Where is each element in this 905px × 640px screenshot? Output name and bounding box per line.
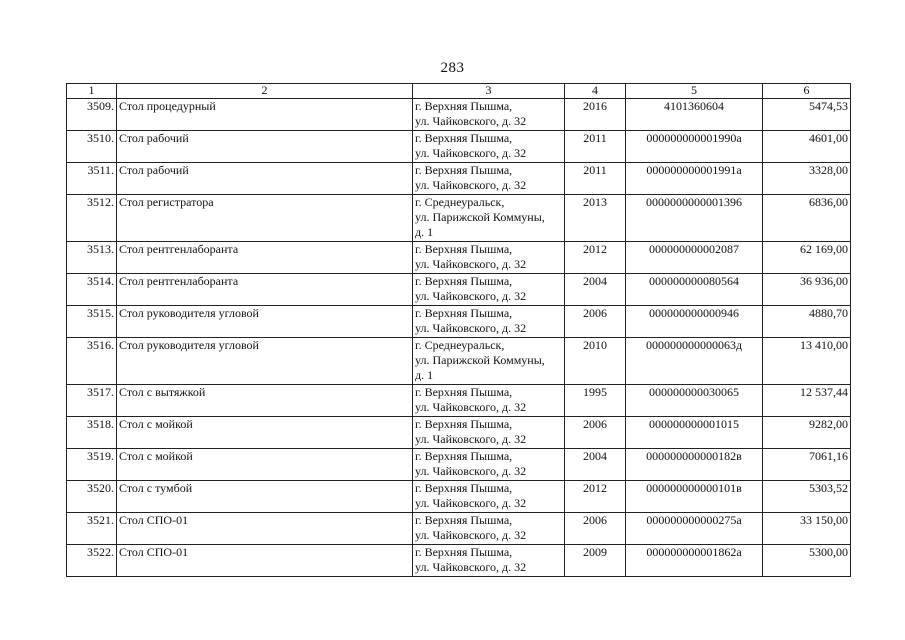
address-line: ул. Чайковского, д. 32 [415,178,527,192]
item-name-cell: Стол регистратора [117,195,413,242]
row-number-cell: 3521. [67,513,117,545]
year-cell: 2013 [565,195,626,242]
cost-cell: 4880,70 [763,306,851,338]
item-name-cell: Стол руководителя угловой [117,306,413,338]
header-row [67,84,851,99]
inventory-number-cell: 000000000080564 [626,274,763,306]
inventory-number-cell: 000000000000275а [626,513,763,545]
row-number-cell: 3518. [67,417,117,449]
table-row [67,242,851,274]
address-line: д. 1 [415,368,434,382]
inventory-number-cell: 000000000001015 [626,417,763,449]
inventory-number-cell: 000000000001990а [626,131,763,163]
cost-cell: 5474,53 [763,99,851,131]
address-cell [413,449,565,481]
row-number-cell: 3511. [67,163,117,195]
table-body [67,99,851,577]
cost-cell: 5303,52 [763,481,851,513]
address-cell [413,545,565,577]
item-name-cell: Стол СПО-01 [117,513,413,545]
row-number-cell: 3516. [67,338,117,385]
cost-cell: 9282,00 [763,417,851,449]
table-row [67,306,851,338]
item-name-cell: Стол с мойкой [117,417,413,449]
address-cell [413,513,565,545]
address-cell [413,338,565,385]
address-cell [413,163,565,195]
address-cell [413,131,565,163]
table-row [67,513,851,545]
address-line: ул. Чайковского, д. 32 [415,400,527,414]
year-cell: 2012 [565,242,626,274]
address-line: ул. Чайковского, д. 32 [415,464,527,478]
row-number-cell: 3512. [67,195,117,242]
row-number-cell: 3517. [67,385,117,417]
row-number-cell: 3515. [67,306,117,338]
address-line: ул. Парижской Коммуны, [415,353,545,367]
address-cell [413,385,565,417]
cost-cell: 3328,00 [763,163,851,195]
year-cell: 2006 [565,306,626,338]
address-line: г. Верхняя Пышма, [415,481,513,495]
address-line: г. Верхняя Пышма, [415,306,513,320]
address-line: ул. Чайковского, д. 32 [415,289,527,303]
year-cell: 2011 [565,131,626,163]
column-header-inventory: 5 [626,84,763,99]
address-line: г. Верхняя Пышма, [415,385,513,399]
column-header-year: 4 [565,84,626,99]
table-row [67,195,851,242]
address-line: ул. Чайковского, д. 32 [415,496,527,510]
inventory-number-cell: 000000000000063д [626,338,763,385]
table-row [67,99,851,131]
table-row [67,131,851,163]
item-name-cell: Стол рентгенлаборанта [117,274,413,306]
address-line: ул. Чайковского, д. 32 [415,432,527,446]
inventory-number-cell: 000000000001862а [626,545,763,577]
address-line: д. 1 [415,225,434,239]
address-line: ул. Чайковского, д. 32 [415,560,527,574]
address-line: г. Верхняя Пышма, [415,163,513,177]
cost-cell: 7061,16 [763,449,851,481]
row-number-cell: 3514. [67,274,117,306]
year-cell: 2010 [565,338,626,385]
item-name-cell: Стол рабочий [117,163,413,195]
inventory-number-cell: 000000000000946 [626,306,763,338]
address-line: г. Среднеуральск, [415,338,505,352]
address-line: г. Верхняя Пышма, [415,99,513,113]
item-name-cell: Стол рабочий [117,131,413,163]
cost-cell: 36 936,00 [763,274,851,306]
inventory-number-cell: 0000000000001396 [626,195,763,242]
year-cell: 2004 [565,274,626,306]
column-header-address: 3 [413,84,565,99]
inventory-number-cell: 000000000001991а [626,163,763,195]
column-header-index: 1 [67,84,117,99]
address-cell [413,417,565,449]
inventory-number-cell: 000000000000101в [626,481,763,513]
year-cell: 2006 [565,513,626,545]
year-cell: 2004 [565,449,626,481]
row-number-cell: 3522. [67,545,117,577]
address-line: г. Верхняя Пышма, [415,417,513,431]
row-number-cell: 3520. [67,481,117,513]
cost-cell: 5300,00 [763,545,851,577]
address-line: ул. Чайковского, д. 32 [415,146,527,160]
year-cell: 2016 [565,99,626,131]
address-line: ул. Чайковского, д. 32 [415,114,527,128]
cost-cell: 33 150,00 [763,513,851,545]
year-cell: 1995 [565,385,626,417]
address-cell [413,274,565,306]
item-name-cell: Стол процедурный [117,99,413,131]
inventory-number-cell: 000000000000182в [626,449,763,481]
item-name-cell: Стол с вытяжкой [117,385,413,417]
address-line: г. Верхняя Пышма, [415,274,513,288]
address-line: г. Верхняя Пышма, [415,131,513,145]
table-row [67,545,851,577]
address-line: г. Среднеуральск, [415,195,505,209]
year-cell: 2012 [565,481,626,513]
column-header-cost: 6 [763,84,851,99]
cost-cell: 62 169,00 [763,242,851,274]
table-row [67,163,851,195]
address-cell [413,195,565,242]
table-row [67,417,851,449]
inventory-number-cell: 000000000002087 [626,242,763,274]
address-cell [413,306,565,338]
table-row [67,385,851,417]
item-name-cell: Стол СПО-01 [117,545,413,577]
year-cell: 2009 [565,545,626,577]
address-cell [413,99,565,131]
row-number-cell: 3519. [67,449,117,481]
inventory-number-cell: 000000000030065 [626,385,763,417]
table-row [67,274,851,306]
row-number-cell: 3510. [67,131,117,163]
row-number-cell: 3509. [67,99,117,131]
address-line: г. Верхняя Пышма, [415,545,513,559]
table-row [67,449,851,481]
address-line: г. Верхняя Пышма, [415,513,513,527]
inventory-number-cell: 4101360604 [626,99,763,131]
page-number: 283 [440,60,465,76]
year-cell: 2006 [565,417,626,449]
asset-table [66,83,851,577]
address-cell [413,242,565,274]
cost-cell: 6836,00 [763,195,851,242]
table-row [67,481,851,513]
address-line: ул. Чайковского, д. 32 [415,321,527,335]
address-line: ул. Чайковского, д. 32 [415,257,527,271]
item-name-cell: Стол с тумбой [117,481,413,513]
column-header-name: 2 [117,84,413,99]
cost-cell: 4601,00 [763,131,851,163]
table-row [67,338,851,385]
item-name-cell: Стол руководителя угловой [117,338,413,385]
address-line: ул. Чайковского, д. 32 [415,528,527,542]
item-name-cell: Стол с мойкой [117,449,413,481]
item-name-cell: Стол рентгенлаборанта [117,242,413,274]
row-number-cell: 3513. [67,242,117,274]
cost-cell: 13 410,00 [763,338,851,385]
address-line: ул. Парижской Коммуны, [415,210,545,224]
table-header [67,84,851,99]
year-cell: 2011 [565,163,626,195]
cost-cell: 12 537,44 [763,385,851,417]
address-line: г. Верхняя Пышма, [415,242,513,256]
address-line: г. Верхняя Пышма, [415,449,513,463]
address-cell [413,481,565,513]
